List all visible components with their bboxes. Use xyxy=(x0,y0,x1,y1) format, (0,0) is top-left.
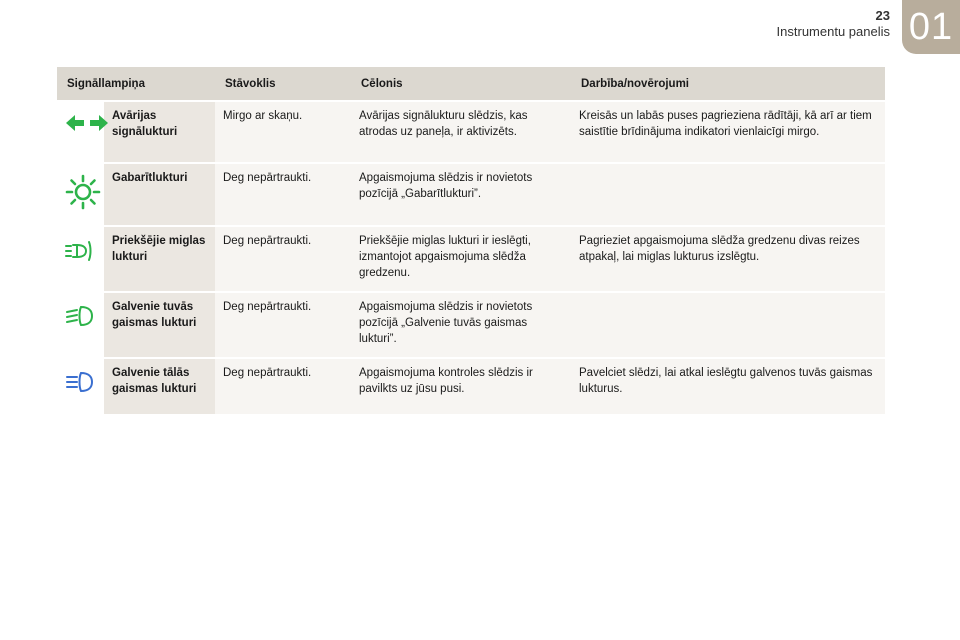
table-row xyxy=(57,292,885,358)
table-row xyxy=(57,101,885,163)
column-header-state: Stāvoklis xyxy=(215,67,351,101)
lamp-icon-cell xyxy=(57,226,103,292)
lamp-icon-cell xyxy=(57,292,103,358)
lamp-icon-cell xyxy=(57,358,103,414)
chapter-tab xyxy=(902,0,960,54)
lamp-icon-cell xyxy=(57,101,103,163)
table-row xyxy=(57,358,885,414)
lamp-state: Deg nepārtraukti. xyxy=(215,358,351,414)
sidelights-icon xyxy=(65,201,101,213)
lamp-cause: Apgaismojuma kontroles slēdzis ir pavilkts uz jūsu pusi. xyxy=(351,358,571,414)
lamp-action: Pagrieziet apgaismojuma slēdža gredzenu divas reizes atpakaļ, lai miglas lukturus izslēgtu. xyxy=(571,226,885,292)
table-row xyxy=(57,163,885,226)
lamp-cause: Apgaismojuma slēdzis ir novietots pozīcijā „Gabarītlukturi”. xyxy=(351,163,571,226)
lamp-cause: Apgaismojuma slēdzis ir novietots pozīcijā „Galvenie tuvās gaismas lukturi”. xyxy=(351,292,571,358)
column-header-cause: Cēlonis xyxy=(351,67,571,101)
section-title: Instrumentu panelis xyxy=(776,24,890,39)
lamp-action xyxy=(571,163,885,226)
lamp-state: Deg nepārtraukti. xyxy=(215,292,351,358)
dipped-beam-icon xyxy=(65,320,95,332)
table-row xyxy=(57,226,885,292)
table-header-row xyxy=(57,67,885,101)
lamp-name: Galvenie tālās gaismas lukturi xyxy=(103,358,215,414)
lamp-action: Pavelciet slēdzi, lai atkal ieslēgtu galvenos tuvās gaismas lukturus. xyxy=(571,358,885,414)
lamp-name: Avārijas signālukturi xyxy=(103,101,215,163)
lamp-state: Mirgo ar skaņu. xyxy=(215,101,351,163)
lamp-action: Kreisās un labās puses pagrieziena rādītāji, kā arī ar tiem saistītie brīdinājuma indikatori vienlaicīgi mirgo. xyxy=(571,101,885,163)
lamp-name: Gabarītlukturi xyxy=(103,163,215,226)
warning-lamp-table xyxy=(57,67,885,414)
lamp-action xyxy=(571,292,885,358)
lamp-state: Deg nepārtraukti. xyxy=(215,226,351,292)
lamp-cause: Priekšējie miglas lukturi ir ieslēgti, izmantojot apgaismojuma slēdža gredzenu. xyxy=(351,226,571,292)
lamp-cause: Avārijas signālukturu slēdzis, kas atrodas uz paneļa, ir aktivizēts. xyxy=(351,101,571,163)
main-beam-icon xyxy=(65,386,95,398)
lamp-name: Priekšējie miglas lukturi xyxy=(103,226,215,292)
front-fog-icon xyxy=(65,256,95,268)
lamp-icon-cell xyxy=(57,163,103,226)
column-header-lamp: Signāllampiņa xyxy=(57,67,215,101)
lamp-state: Deg nepārtraukti. xyxy=(215,163,351,226)
column-header-action: Darbība/novērojumi xyxy=(571,67,885,101)
chapter-number: 01 xyxy=(908,5,954,48)
page-number: 23 xyxy=(875,8,890,23)
hazard-arrows-icon xyxy=(65,125,109,137)
lamp-name: Galvenie tuvās gaismas lukturi xyxy=(103,292,215,358)
